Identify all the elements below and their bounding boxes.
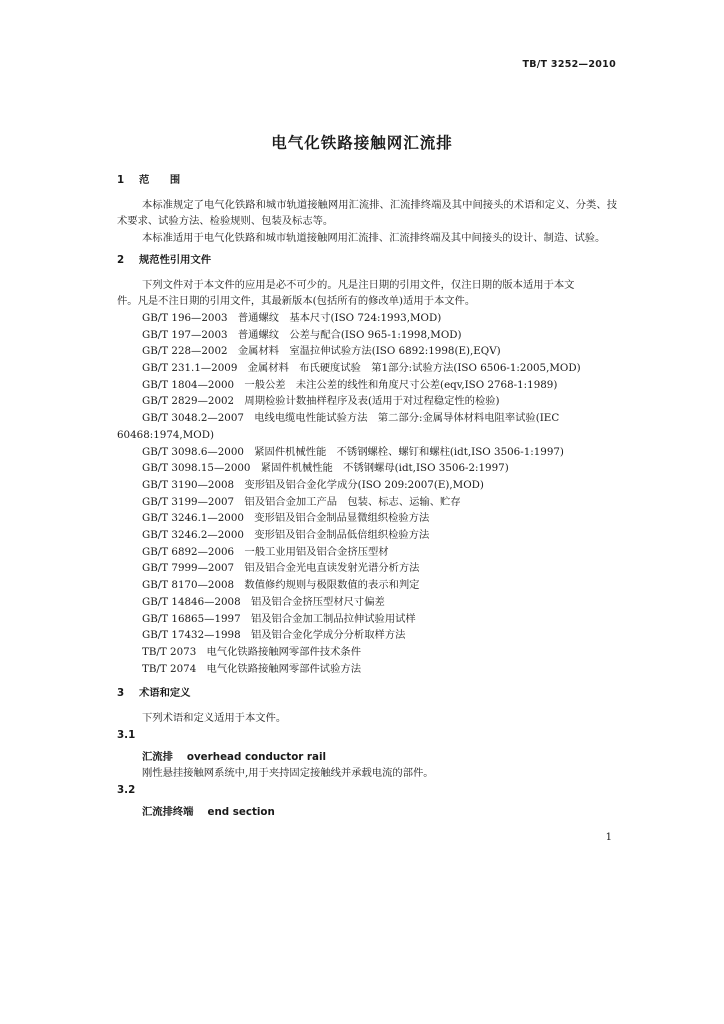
scope-paragraph-2: 本标准适用于电气化铁路和城市轨道接触网用汇流排、汇流排终端及其中间接头的设计、制造、试验。 bbox=[142, 232, 606, 245]
reference-entry: GB/T 3246.2—2000 变形铝及铝合金制品低倍组织检验方法 bbox=[142, 529, 430, 542]
reference-entry: GB/T 8170—2008 数值修约规则与极限数值的表示和判定 bbox=[142, 579, 420, 592]
term-chinese: 汇流排终端 bbox=[142, 805, 194, 818]
reference-entry: GB/T 3098.15—2000 紧固件机械性能 不锈钢螺母(idt,ISO 3506-2:1997) bbox=[142, 462, 509, 475]
terms-intro: 下列术语和定义适用于本文件。 bbox=[142, 712, 287, 725]
reference-entry: GB/T 196—2003 普通螺纹 基本尺寸(ISO 724:1993,MOD) bbox=[142, 311, 442, 324]
reference-entry: GB/T 7999—2007 铝及铝合金光电直读发射光谱分析方法 bbox=[142, 562, 420, 575]
reference-entry: GB/T 231.1—2009 金属材料 布氏硬度试验 第1部分:试验方法(ISO 6506-1:2005,MOD) bbox=[142, 362, 581, 375]
standard-code: TB/T 3252—2010 bbox=[522, 59, 616, 70]
term-definition: 刚性悬挂接触网系统中,用于夹持固定接触线并承载电流的部件。 bbox=[142, 767, 434, 780]
page-number: 1 bbox=[605, 832, 612, 843]
term-english: overhead conductor rail bbox=[186, 750, 327, 763]
section-title: 术语和定义 bbox=[139, 687, 191, 700]
clause-number: 3.2 bbox=[117, 783, 136, 796]
term-entry bbox=[117, 749, 617, 766]
reference-entry: GB/T 6892—2006 一般工业用铝及铝合金挤压型材 bbox=[142, 545, 389, 558]
clause-number: 3.1 bbox=[117, 728, 136, 741]
normative-intro-line-2: 件。凡是不注日期的引用文件，其最新版本(包括所有的修改单)适用于本文件。 bbox=[117, 295, 476, 308]
reference-entry: GB/T 17432—1998 铝及铝合金化学成分分析取样方法 bbox=[142, 629, 406, 642]
section-title: 范 围 bbox=[139, 174, 181, 186]
reference-entry-continuation: 60468:1974,MOD) bbox=[117, 428, 214, 441]
document-body bbox=[117, 172, 617, 820]
section-2-heading bbox=[117, 252, 617, 269]
reference-entry: GB/T 3190—2008 变形铝及铝合金化学成分(ISO 209:2007(E),MOD) bbox=[142, 478, 484, 491]
document-title: 电气化铁路接触网汇流排 bbox=[271, 134, 453, 152]
section-number: 3 bbox=[117, 687, 125, 700]
reference-entry: GB/T 1804—2000 一般公差 未注公差的线性和角度尺寸公差(eqv,ISO 2768-1:1989) bbox=[142, 378, 558, 391]
reference-entry: GB/T 2829—2002 周期检验计数抽样程序及表(适用于对过程稳定性的检验) bbox=[142, 395, 500, 408]
reference-entry: TB/T 2073 电气化铁路接触网零部件技术条件 bbox=[142, 645, 361, 658]
reference-entry: GB/T 3098.6—2000 紧固件机械性能 不锈钢螺栓、螺钉和螺柱(idt,ISO 3506-1:1997) bbox=[142, 445, 564, 458]
reference-entry: GB/T 197—2003 普通螺纹 公差与配合(ISO 965-1:1998,MOD) bbox=[142, 328, 462, 341]
section-title: 规范性引用文件 bbox=[139, 253, 212, 266]
reference-entry: GB/T 3048.2—2007 电线电缆电性能试验方法 第二部分:金属导体材料电阻率试验(IEC bbox=[142, 412, 560, 425]
section-1-heading bbox=[117, 172, 617, 189]
section-number: 1 bbox=[117, 174, 125, 186]
section-number: 2 bbox=[117, 253, 125, 266]
reference-entry: GB/T 228—2002 金属材料 室温拉伸试验方法(ISO 6892:1998(E),EQV) bbox=[142, 345, 501, 358]
reference-entry: GB/T 3199—2007 铝及铝合金加工产品 包装、标志、运输、贮存 bbox=[142, 495, 461, 508]
normative-intro-line-1: 下列文件对于本文件的应用是必不可少的。凡是注日期的引用文件，仅注日期的版本适用于本文 bbox=[142, 278, 575, 291]
scope-paragraph-1: 本标准规定了电气化铁路和城市轨道接触网用汇流排、汇流排终端及其中间接头的术语和定义、分类、技术要求、试验方法、检验规则、包装及标志等。 bbox=[117, 198, 617, 228]
term-chinese: 汇流排 bbox=[142, 750, 173, 763]
reference-entry: GB/T 3246.1—2000 变形铝及铝合金制品显微组织检验方法 bbox=[142, 512, 430, 525]
section-3-heading bbox=[117, 685, 617, 702]
reference-entry: GB/T 16865—1997 铝及铝合金加工制品拉伸试验用试样 bbox=[142, 612, 416, 625]
reference-entry: TB/T 2074 电气化铁路接触网零部件试验方法 bbox=[142, 662, 361, 675]
term-entry bbox=[117, 804, 617, 821]
term-english: end section bbox=[207, 805, 275, 818]
reference-entry: GB/T 14846—2008 铝及铝合金挤压型材尺寸偏差 bbox=[142, 595, 385, 608]
